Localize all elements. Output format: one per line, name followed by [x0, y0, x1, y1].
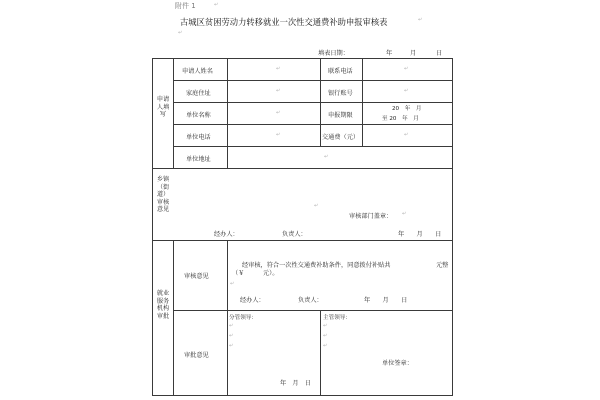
- township-supervisor: 负责人：: [282, 231, 307, 238]
- return-mark: ↵: [276, 132, 281, 138]
- return-mark: ↵: [230, 281, 235, 287]
- amount-unit: 元整: [436, 262, 449, 269]
- fill-date-label: 填表日期：: [318, 50, 349, 57]
- return-mark: ↵: [323, 333, 328, 339]
- fare-label: 交通费（元）: [322, 134, 360, 141]
- township-date: 年 月 日: [398, 231, 442, 238]
- return-mark: ↵: [323, 323, 328, 329]
- return-mark: ↵: [402, 211, 407, 217]
- return-mark: ↵: [276, 110, 281, 116]
- leader-label: 分管领导：: [229, 315, 257, 321]
- return-mark: ↵: [276, 66, 281, 72]
- agency-supervisor: 负责人：: [298, 297, 323, 304]
- document-title: 古城区贫困劳动力转移就业一次性交通费补助申报审核表: [180, 17, 388, 27]
- fill-month: 月: [410, 50, 417, 57]
- return-mark: ↵: [276, 88, 281, 94]
- fill-day: 日: [436, 50, 443, 57]
- annex-label: 附件 1: [175, 2, 196, 10]
- period-label: 申报期限: [328, 112, 353, 119]
- approval-date: 年 月 日: [280, 380, 311, 387]
- return-mark: ↵: [229, 323, 234, 329]
- township-dept-seal: 审核部门盖章：: [349, 213, 393, 220]
- unit-seal: 单位签章：: [382, 360, 413, 367]
- return-mark: ↵: [229, 343, 234, 349]
- chief-label: 主管领导：: [323, 315, 351, 321]
- township-section-label: 乡镇（街道）审核意见: [156, 176, 170, 214]
- period-to: 至 20 年 月: [382, 116, 419, 122]
- return-mark: ↵: [324, 154, 329, 160]
- return-mark: ↵: [214, 2, 219, 8]
- return-mark: ↵: [323, 343, 328, 349]
- review-opinion-label: 审核意见: [184, 273, 209, 280]
- address-label: 家庭住址: [186, 90, 211, 97]
- agency-section-label: 就业服务机构审批: [156, 290, 170, 320]
- employer-phone-label: 单位电话: [186, 134, 211, 141]
- applicant-section-label: 申请人填写: [156, 96, 170, 119]
- return-mark: ↵: [178, 30, 183, 36]
- phone-label: 联系电话: [328, 68, 353, 75]
- approval-opinion-label: 审批意见: [184, 352, 209, 359]
- return-mark: ↵: [314, 203, 319, 209]
- employer-address-label: 单位地址: [186, 156, 211, 163]
- return-mark: ↵: [404, 88, 409, 94]
- return-mark: ↵: [229, 333, 234, 339]
- return-mark: ↵: [404, 66, 409, 72]
- agency-handler: 经办人：: [240, 297, 265, 304]
- review-text: 经审核，符合一次性交通费补助条件，同意拨付补贴共: [242, 262, 391, 269]
- return-mark: ↵: [418, 17, 423, 23]
- fill-year: 年: [386, 50, 393, 57]
- return-mark: ↵: [404, 132, 409, 138]
- bank-account-label: 银行账号: [328, 90, 353, 97]
- amount-line: （￥ 元）。: [232, 270, 279, 277]
- township-handler: 经办人：: [214, 231, 239, 238]
- employer-label: 单位名称: [186, 112, 211, 119]
- period-from: 20 年 月: [392, 106, 422, 112]
- applicant-name-label: 申请人姓名: [182, 68, 213, 75]
- review-date: 年 月 日: [364, 297, 408, 304]
